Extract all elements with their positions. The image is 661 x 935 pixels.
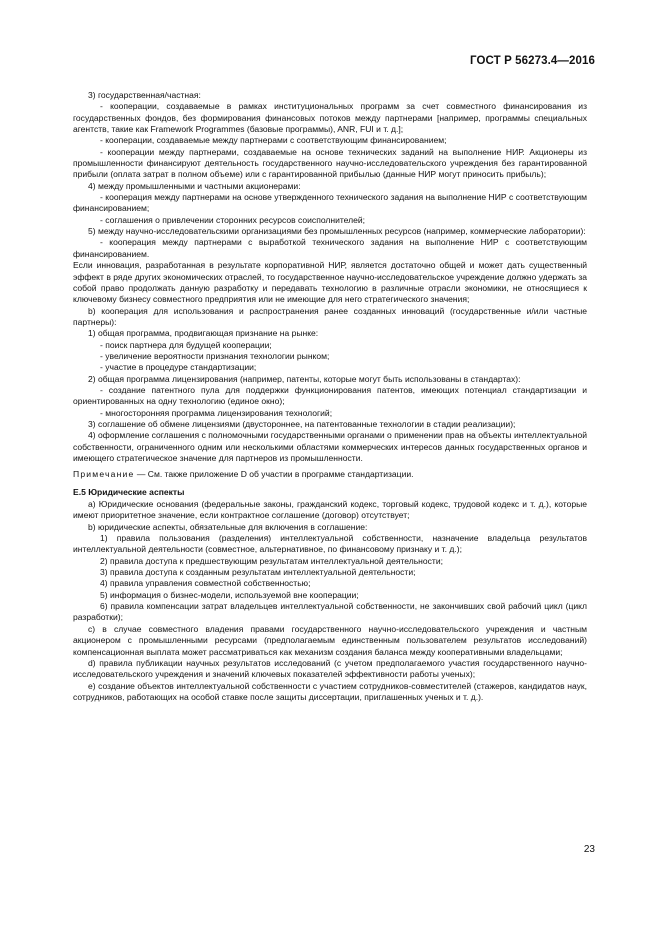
list-item-license-exchange: 3) соглашение об обмене лицензиями (двустороннее, на патентованные технологии в стадии реализации); [88,418,516,429]
list-item-state-private: 3) государственная/частная: [88,90,201,100]
legal-item-c: c) в случае совместного владения правами государственного научно-исследовательского учреждения и частным акционером с промышленными ресурсами (предполагаемым единственным пользователем результатов исследований) компенсационная выплата может рассматриваться как механизм создания баланса между кооперативными владельцами; [73,623,587,657]
list-item-industrial-private: 4) между промышленными и частными акционерами: [88,180,301,191]
list-item-licensing-program: 2) общая программа лицензирования (например, патенты, которые могут быть использованы в стандартах): [88,373,521,384]
body-paragraph: Если инновация, разработанная в результате корпоративной НИР, является достаточно общей и может дать существенный эффект в ряде других экономических отраслей, то государственное научно-исследовательское учреждение должно удержать за собой право продолжать данную разработку и передавать технологию в различные отрасли экономики, не относящиеся к ключевому бизнесу совместного предприятия или не имеющие для него стратегического значения; [73,260,587,305]
note-label: Примечание [73,469,135,480]
list-item-b: b) кооперация для использования и распространения ранее созданных инноваций (государственные и/или частные партнеры): [73,305,587,327]
note-text: — См. также приложение D об участии в программе стандартизации. [134,469,414,480]
legal-sub-item: 3) правила доступа к созданным результатам интеллектуальной деятельности; [100,567,416,578]
list-item: - увеличение вероятности признания технологии рынком; [100,350,330,361]
list-item-market-program: 1) общая программа, продвигающая признание на рынке: [88,328,319,339]
list-item: - кооперация между партнерами на основе утвержденного технического задания на выполнение НИР с соответствующим финансированием; [73,192,587,214]
standard-designation: ГОСТ Р 56273.4—2016 [470,55,595,67]
list-item: - кооперации между партнерами, создаваемые на основе технических заданий на выполнение НИР. Акционеры из промышленности финансируют деятельность государственного научно-исследовательского учреждения без гарантированной прибыли (оплата затрат в полном объеме) или с гарантированной прибылью (данные НИР могут приносить прибыль); [73,146,587,180]
legal-sub-item: 6) правила компенсации затрат владельцев интеллектуальной собственности, не закончивших свой рабочий цикл (цикл разработки); [73,601,587,623]
list-item: - кооперации, создаваемые в рамках институциональных программ за счет совместного финансирования из государственных фондов, без формирования финансовых потоков между партнерами [например, программы специальных агентств, такие как Framework Programmes (базовые программы), ANR, FUI и т. д.]; [73,101,587,135]
note [73,469,587,480]
list-item: - многосторонняя программа лицензирования технологий; [100,407,333,418]
list-item-agreement: 4) оформление соглашения с полномочными государственными органами о применении прав на объекты интеллектуальной собственности, ограниченного одним или несколькими областями коммерческих интересов данных государственных органов и имеющего стратегическое значение для партнеров из промышленности. [73,430,587,463]
page-body [73,90,587,703]
legal-item-a: a) Юридические основания (федеральные законы, гражданский кодекс, торговый кодекс, трудовой кодекс и т. д.), которые имеют приоритетное значение, если контрактное соглашение (договор) отсутствует; [73,499,587,521]
list-item: - поиск партнера для будущей кооперации; [100,339,272,350]
list-item: - участие в процедуре стандартизации; [100,362,257,373]
legal-item-b: b) юридические аспекты, обязательные для включения в соглашение: [88,521,368,532]
legal-sub-item: 2) правила доступа к предшествующим результатам интеллектуальной деятельности; [100,555,443,566]
page-number: 23 [583,844,595,855]
legal-sub-item: 5) информация о бизнес-модели, используемой вне кооперации; [100,589,359,600]
list-item: - кооперация между партнерами с выработкой технического задания на выполнение НИР с соответствующим финансированием. [73,237,587,259]
legal-item-e: e) создание объектов интеллектуальной собственности с участием сотрудников-совместителей (стажеров, кандидатов наук, сотрудников, работающих на особой ставке после защиты диссертации, приглашенных ученых и т. д.). [73,680,587,702]
list-item: - создание патентного пула для поддержки функционирования патентов, имеющих потенциал стандартизации и ориентированных на одну технологию (единое окно); [73,384,587,407]
legal-sub-item: 1) правила пользования (разделения) интеллектуальной собственности, назначение владельца результатов интеллектуальной деятельности (совместное, альтернативное, по финансовому признаку и т. д.); [73,533,587,555]
list-item-research-orgs: 5) между научно-исследовательскими организациями без промышленных ресурсов (например, коммерческие лаборатории): [88,226,586,237]
list-item: - соглашения о привлечении сторонних ресурсов соисполнителей; [100,214,366,225]
list-item: - кооперации, создаваемые между партнерами с соответствующим финансированием; [100,135,447,146]
section-title: Е.5 Юридические аспекты [73,486,185,497]
legal-sub-item: 4) правила управления совместной собственностью; [100,578,311,589]
legal-item-d: d) правила публикации научных результатов исследований (с учетом предполагаемого участия государственного научно-исследовательского учреждения и значений ключевых показателей эффективности работы ученых); [73,657,587,680]
